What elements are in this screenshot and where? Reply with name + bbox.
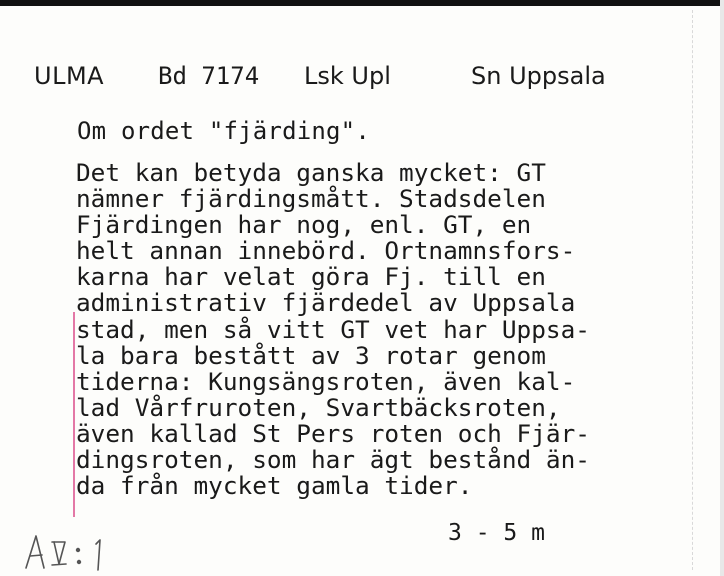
body-line: administrativ fjärdedel av Uppsala: [76, 288, 576, 318]
province-label: Lsk Upl: [304, 62, 391, 90]
body-line: helt annan innebörd. Ortnamnsfors-: [76, 236, 576, 266]
margin-mark: [73, 312, 75, 517]
parish-label: Sn Uppsala: [471, 62, 606, 90]
body-line: dingsroten, som har ägt bestånd än-: [76, 445, 590, 475]
page-reference: 3 - 5 m: [448, 520, 545, 546]
card-title: Om ordet "fjärding".: [77, 117, 370, 145]
card-right-edge: [720, 0, 724, 576]
body-line: karna har velat göra Fj. till en: [76, 262, 546, 292]
body-line: Det kan betyda ganska mycket: GT: [76, 158, 546, 187]
body-line: la bara bestått av 3 rotar genom: [76, 340, 546, 370]
body-line: lad Vårfruroten, Svartbäcksroten,: [76, 392, 561, 422]
handwritten-signum: [22, 528, 132, 574]
body-line: Fjärdingen har nog, enl. GT, en: [76, 210, 532, 240]
card-top-edge: [0, 0, 724, 6]
body-line: stad, men så vitt GT vet har Uppsa-: [76, 314, 590, 344]
card-header: [34, 62, 606, 92]
body-line: da från mycket gamla tider.: [76, 471, 473, 501]
body-line: även kallad St Pers roten och Fjär-: [76, 418, 590, 448]
fold-line: [692, 10, 693, 570]
card-body: [76, 160, 590, 499]
body-line: tiderna: Kungsängsroten, även kal-: [76, 366, 576, 396]
volume-label: Bd 7174: [158, 62, 260, 90]
archive-label: ULMA: [34, 62, 105, 90]
body-line: nämner fjärdingsmått. Stadsdelen: [76, 184, 546, 214]
